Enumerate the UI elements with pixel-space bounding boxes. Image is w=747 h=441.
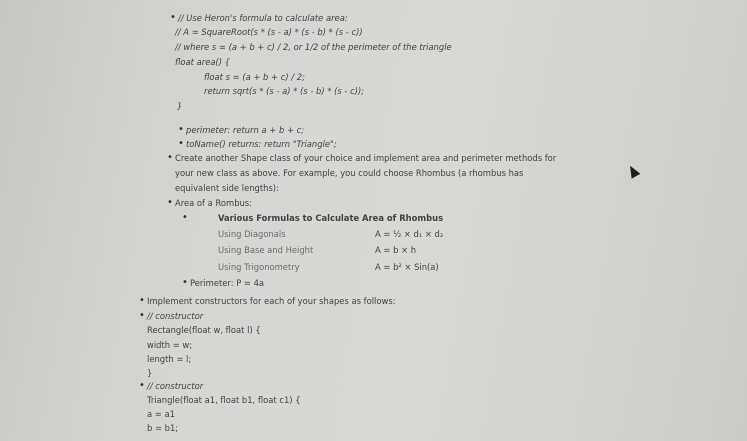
rectangle-width: width = w; bbox=[147, 340, 193, 350]
constructors-intro: • Implement constructors for each of your shapes as follows: bbox=[147, 296, 396, 306]
rectangle-length: length = l; bbox=[147, 354, 192, 364]
area-fn-s: float s = (a + b + c) / 2; bbox=[204, 72, 305, 82]
mouse-cursor-icon bbox=[626, 163, 641, 178]
row-trig-label: Using Trigonometry bbox=[218, 262, 300, 272]
rhombus-table-title: Various Formulas to Calculate Area of Rhombus bbox=[218, 213, 444, 223]
rhombus-heading: • Area of a Rombus: bbox=[175, 198, 252, 208]
task-line-1: • Create another Shape class of your choice and implement area and perimeter methods for bbox=[175, 153, 556, 163]
constructor-comment-1: • // constructor bbox=[147, 311, 203, 321]
triangle-toname: • toName() returns: return "Triangle"; bbox=[186, 139, 337, 149]
heron-formula: // A = SquareRoot(s * (s - a) * (s - b) * (s - c)) bbox=[175, 27, 363, 37]
triangle-a: a = a1 bbox=[147, 409, 175, 419]
area-fn-signature: float area() { bbox=[175, 57, 230, 67]
triangle-b: b = b1; bbox=[147, 423, 179, 433]
row-diagonals-label: Using Diagonals bbox=[218, 229, 286, 239]
area-fn-return: return sqrt(s * (s - a) * (s - b) * (s - c)); bbox=[204, 86, 365, 96]
row-trig-formula: A = b² × Sin(a) bbox=[375, 262, 439, 272]
rectangle-signature: Rectangle(float w, float l) { bbox=[147, 325, 261, 335]
area-fn-close: } bbox=[177, 101, 183, 111]
row-base-height-formula: A = b × h bbox=[375, 245, 417, 255]
rectangle-close: } bbox=[147, 368, 153, 378]
triangle-perimeter: • perimeter: return a + b + c; bbox=[186, 125, 304, 135]
task-line-3: equivalent side lengths): bbox=[175, 183, 279, 193]
task-line-2: your new class as above. For example, you could choose Rhombus (a rhombus has bbox=[175, 168, 524, 178]
heron-comment: • // Use Heron's formula to calculate area: bbox=[178, 13, 348, 23]
heron-where: // where s = (a + b + c) / 2, or 1/2 of the perimeter of the triangle bbox=[175, 42, 452, 52]
row-base-height-label: Using Base and Height bbox=[218, 245, 314, 255]
row-diagonals-formula: A = ½ × d₁ × d₂ bbox=[375, 229, 444, 239]
rhombus-perimeter: • Perimeter: P = 4a bbox=[190, 278, 264, 288]
triangle-signature: Triangle(float a1, float b1, float c1) { bbox=[147, 395, 301, 405]
constructor-comment-2: • // constructor bbox=[147, 381, 203, 391]
